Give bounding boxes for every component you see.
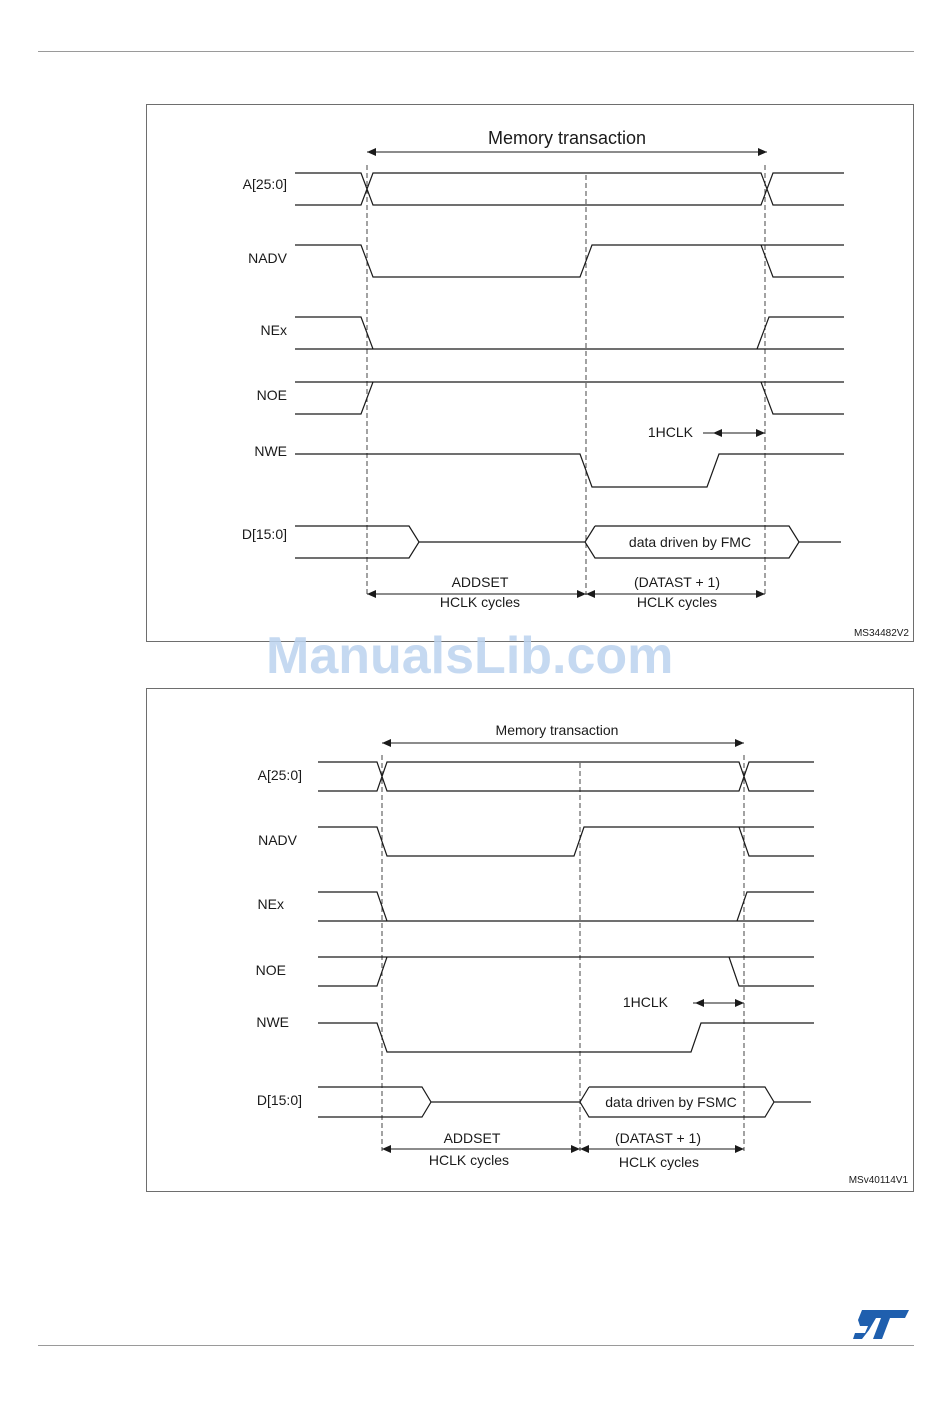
nex-waveform — [295, 317, 844, 349]
hclk-label-2: 1HCLK — [622, 994, 668, 1010]
address-waveform — [295, 173, 844, 205]
addset-label-2: ADDSET — [443, 1130, 501, 1146]
address-waveform-2 — [318, 762, 814, 791]
signal-label-address: A[25:0] — [242, 176, 287, 192]
nadv-waveform-2 — [318, 827, 814, 856]
timing-diagram-fsmc — [146, 688, 914, 1192]
st-logo-shape — [853, 1310, 909, 1339]
nwe-waveform — [295, 454, 844, 487]
timing-diagram-fmc-svg — [147, 105, 915, 643]
datast-unit-label: HCLK cycles — [636, 594, 718, 610]
transaction-title-2: Memory transaction — [495, 722, 619, 738]
datast-label-2: (DATAST + 1) — [615, 1130, 701, 1146]
addset-unit-label-2: HCLK cycles — [428, 1152, 510, 1168]
noe-waveform — [295, 382, 844, 414]
st-logo — [852, 1308, 910, 1347]
figure-code: MS34482V2 — [853, 628, 909, 639]
footer-rule — [38, 1345, 914, 1346]
noe-waveform-2 — [318, 957, 814, 986]
datast-label: (DATAST + 1) — [634, 574, 720, 590]
header-rule — [38, 51, 914, 52]
datast-unit-label-2: HCLK cycles — [618, 1154, 700, 1170]
addset-label: ADDSET — [451, 574, 509, 590]
data-driven-label-2: data driven by FSMC — [605, 1094, 737, 1110]
data-waveform-2 — [318, 1087, 811, 1117]
data-waveform — [295, 526, 841, 558]
data-driven-label: data driven by FMC — [628, 534, 752, 550]
watermark: ManualsLib.com — [266, 627, 674, 685]
signal-label-nadv-2: NADV — [258, 832, 297, 848]
transaction-title: Memory transaction — [487, 128, 647, 148]
signal-label-data: D[15:0] — [241, 526, 287, 542]
signal-label-nwe: NWE — [254, 443, 287, 459]
signal-label-nex-2: NEx — [257, 896, 284, 912]
signal-label-nadv: NADV — [248, 250, 287, 266]
hclk-label: 1HCLK — [647, 424, 693, 440]
signal-label-address-2: A[25:0] — [257, 767, 302, 783]
nadv-waveform — [295, 245, 844, 277]
addset-unit-label: HCLK cycles — [439, 594, 521, 610]
signal-label-noe: NOE — [256, 387, 287, 403]
figure-code-2: MSv40114V1 — [848, 1175, 908, 1186]
nwe-waveform-2 — [318, 1023, 814, 1052]
signal-label-nwe-2: NWE — [256, 1014, 289, 1030]
signal-label-data-2: D[15:0] — [256, 1092, 302, 1108]
signal-label-nex: NEx — [260, 322, 287, 338]
timing-diagram-fmc — [146, 104, 914, 642]
timing-diagram-fsmc-svg — [147, 689, 915, 1193]
nex-waveform-2 — [318, 892, 814, 921]
signal-label-noe-2: NOE — [255, 962, 286, 978]
st-logo-mark — [852, 1308, 910, 1342]
